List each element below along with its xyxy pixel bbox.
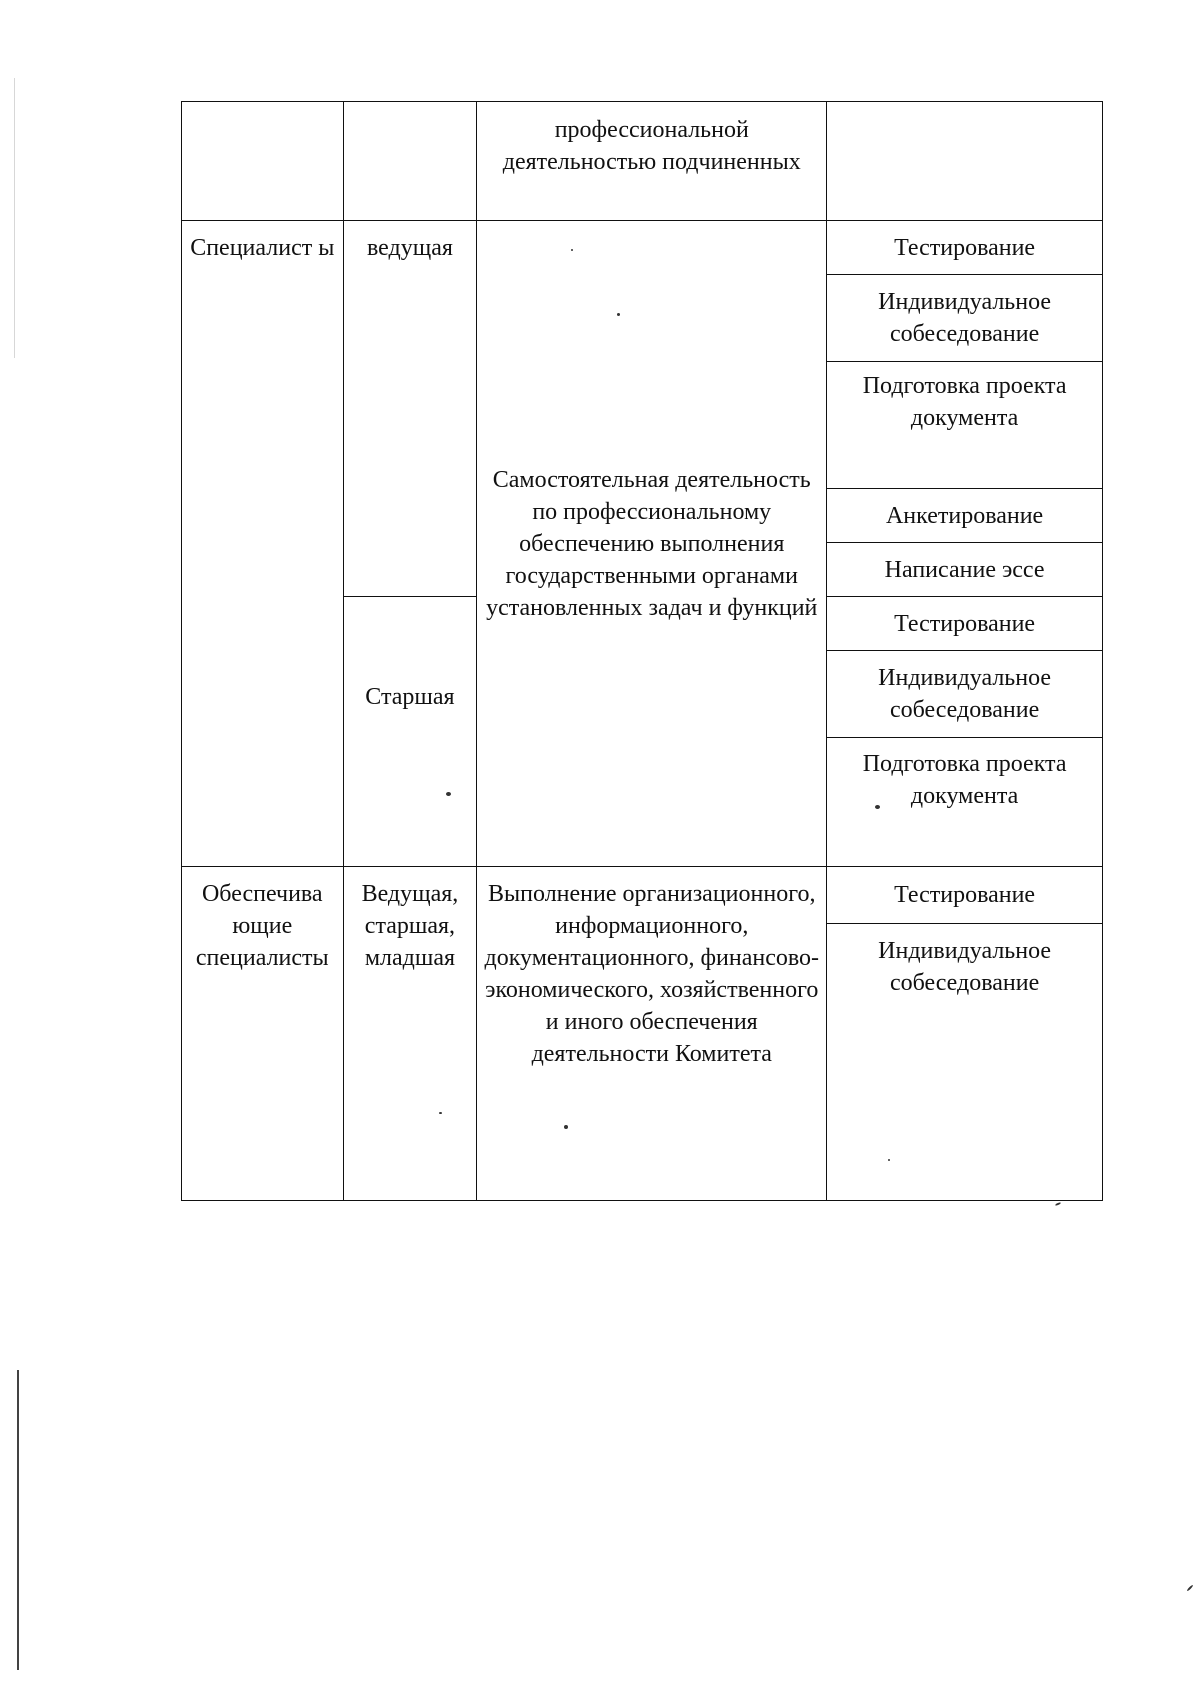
specialists-description: Самостоятельная деятельность по профессиональному обеспечению выполнения государственными органами установленных задач и функций — [477, 221, 827, 867]
scan-margin-line-bottom — [17, 1370, 19, 1670]
qualification-assessment-table — [181, 101, 1103, 1201]
category-specialists: Специалист ы — [182, 221, 344, 867]
table-row-top — [182, 102, 1103, 221]
method-draft-document: Подготовка проекта документа — [827, 738, 1103, 867]
empty-cell — [827, 102, 1103, 221]
method-draft-document: Подготовка проекта документа — [827, 362, 1103, 489]
method-individual-interview: Индивидуальное собеседование — [827, 924, 1103, 1201]
empty-cell — [182, 102, 344, 221]
method-testing: Тестирование — [827, 597, 1103, 651]
top-description-cell: профессиональной деятельностью подчиненных — [477, 102, 827, 221]
table-row-support-1 — [182, 867, 1103, 924]
scan-speck — [1186, 1584, 1193, 1591]
method-individual-interview: Индивидуальное собеседование — [827, 275, 1103, 362]
scan-speck — [1055, 1202, 1061, 1206]
method-individual-interview: Индивидуальное собеседование — [827, 651, 1103, 738]
category-support-specialists: Обеспечива ющие специалисты — [182, 867, 344, 1201]
method-testing: Тестирование — [827, 867, 1103, 924]
table-row-specialists-leading-1 — [182, 221, 1103, 275]
method-essay: Написание эссе — [827, 543, 1103, 597]
group-support: Ведущая, старшая, младшая — [343, 867, 477, 1201]
method-testing: Тестирование — [827, 221, 1103, 275]
scan-margin-line-top — [14, 78, 15, 358]
support-description: Выполнение организационного, информационного, документационного, финансово-экономического, хозяйственного и иного обеспечения деятельности Комитета — [477, 867, 827, 1201]
group-senior: Старшая — [343, 597, 477, 867]
method-questionnaire: Анкетирование — [827, 489, 1103, 543]
group-leading: ведущая — [343, 221, 477, 597]
empty-cell — [343, 102, 477, 221]
